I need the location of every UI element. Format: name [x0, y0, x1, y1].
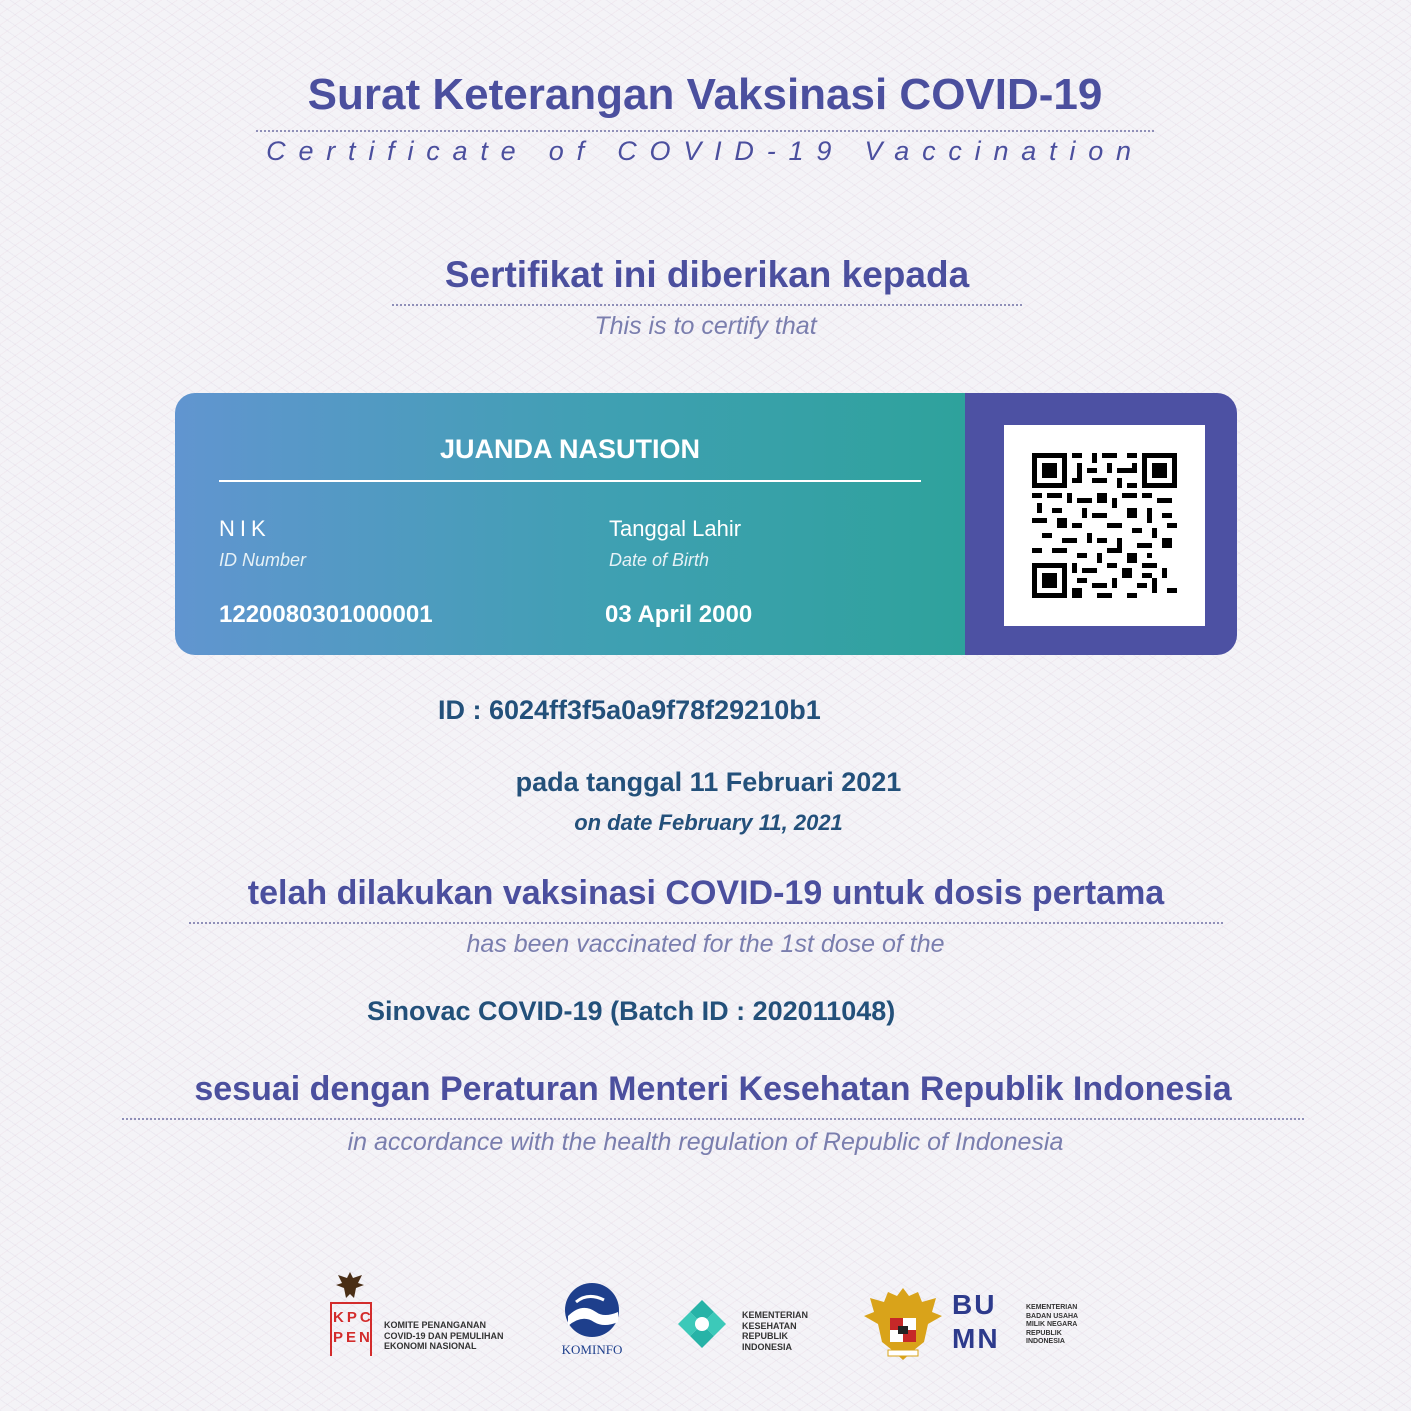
- kominfo-logo: [550, 1282, 640, 1362]
- nik-label: NIK: [219, 516, 271, 541]
- certificate-id: ID : 6024ff3f5a0a9f78f29210b1: [438, 695, 821, 725]
- vaccination-statement-en: has been vaccinated for the 1st dose of the: [466, 930, 945, 958]
- kemenkes-text-2: KESEHATAN: [742, 1320, 797, 1331]
- dob-label: Tanggal Lahir: [609, 516, 742, 541]
- dob-label-en: Date of Birth: [609, 550, 710, 570]
- garuda-small-icon: [334, 1270, 366, 1300]
- kemenkes-text-3: REPUBLIK: [742, 1331, 789, 1341]
- holder-card: [175, 393, 1237, 655]
- kpcpen-logo: [330, 1270, 530, 1360]
- kemenkes-text-1: KEMENTERIAN: [742, 1310, 809, 1320]
- kominfo-label: KOMINFO: [561, 1342, 623, 1357]
- bumn-text-3: MILIK NEGARA: [1026, 1321, 1078, 1328]
- certificate-subtitle: Certificate of COVID-19 Vaccination: [266, 136, 1144, 166]
- bumn-text-5: INDONESIA: [1026, 1338, 1065, 1345]
- kpcpen-text-2: COVID-19 DAN PEMULIHAN: [384, 1330, 504, 1341]
- kpcpen-text-1: KOMITE PENANGANAN: [384, 1320, 487, 1330]
- bumn-mark: BUMN: [952, 1289, 1000, 1354]
- bumn-text-4: REPUBLIK: [1026, 1329, 1062, 1337]
- nik-value: 1220080301000001: [219, 601, 433, 628]
- vaccine-batch-info: Sinovac COVID-19 (Batch ID : 202011048): [367, 996, 896, 1026]
- garuda-icon: [862, 1284, 944, 1364]
- holder-info-panel: [175, 393, 965, 655]
- certify-heading: Sertifikat ini diberikan kepada: [392, 250, 1022, 306]
- kpcpen-mark: KPC PEN: [333, 1309, 374, 1346]
- kemenkes-emblem-icon: [670, 1296, 734, 1352]
- holder-name: JUANDA NASUTION: [439, 434, 700, 464]
- qr-code-frame: [1004, 425, 1205, 626]
- qr-code-icon: [1032, 453, 1177, 598]
- kpcpen-text-3: EKONOMI NASIONAL: [384, 1341, 477, 1351]
- name-divider: [219, 480, 921, 482]
- kemenkes-text-4: INDONESIA: [742, 1341, 793, 1352]
- regulation-statement: sesuai dengan Peraturan Menteri Kesehatan Republik Indonesia: [122, 1064, 1304, 1120]
- bumn-text-1: KEMENTERIAN: [1026, 1304, 1078, 1311]
- bumn-logo: [952, 1286, 1092, 1366]
- regulation-statement-en: in accordance with the health regulation of Republic of Indonesia: [347, 1128, 1064, 1156]
- kominfo-emblem-icon: [560, 1282, 624, 1338]
- bumn-text-2: BADAN USAHA: [1026, 1312, 1079, 1320]
- vaccination-date: pada tanggal 11 Februari 2021: [515, 767, 902, 797]
- dob-value: 03 April 2000: [605, 601, 753, 628]
- vaccination-date-en: on date February 11, 2021: [574, 810, 843, 835]
- nik-label-en: ID Number: [219, 550, 307, 570]
- kemenkes-logo: [670, 1296, 830, 1356]
- certify-subheading: This is to certify that: [594, 312, 817, 340]
- vaccination-statement: telah dilakukan vaksinasi COVID-19 untuk dosis pertama: [189, 868, 1223, 924]
- garuda-pancasila-logo: [862, 1284, 944, 1364]
- certificate-title: Surat Keterangan Vaksinasi COVID-19: [256, 66, 1154, 132]
